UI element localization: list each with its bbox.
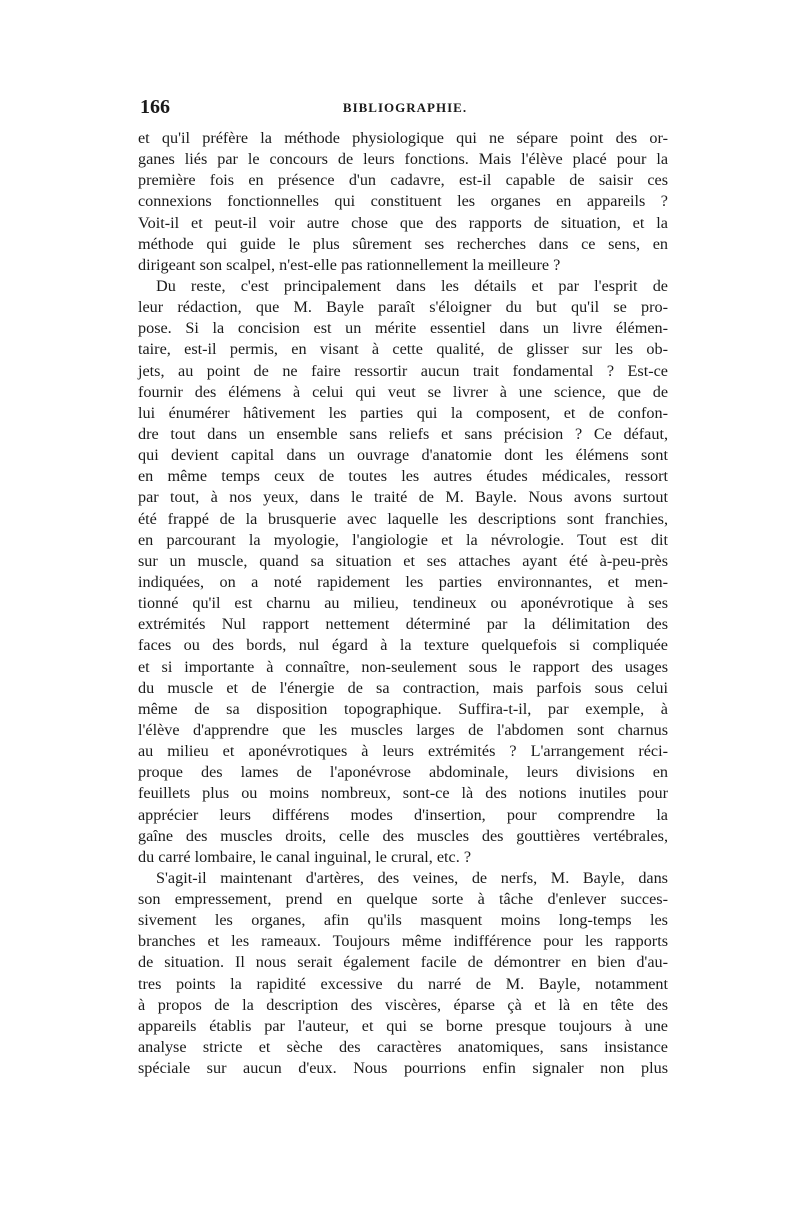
- text-line: tionné qu'il est charnu au milieu, tendineux ou aponévrotique à ses: [138, 594, 668, 613]
- text-line: ganes liés par le concours de leurs fonctions. Mais l'élève placé pour la: [138, 150, 668, 169]
- text-line: connexions fonctionnelles qui constituent les organes en appareils ?: [138, 192, 668, 211]
- text-line: première fois en présence d'un cadavre, est-il capable de saisir ces: [138, 171, 668, 190]
- text-line: analyse stricte et sèche des caractères anatomiques, sans insistance: [138, 1038, 668, 1057]
- text-line: qui devient capital dans un ouvrage d'anatomie dont les élémens sont: [138, 446, 668, 465]
- text-line: et qu'il préfère la méthode physiologique qui ne sépare point des or-: [138, 129, 668, 147]
- body-text: [138, 128, 668, 1079]
- text-line: S'agit-il maintenant d'artères, des veines, de nerfs, M. Bayle, dans: [156, 868, 668, 887]
- text-line: par tout, à nos yeux, dans le traité de M. Bayle. Nous avons surtout: [138, 488, 668, 507]
- text-line: spéciale sur aucun d'eux. Nous pourrions enfin signaler non plus: [138, 1059, 668, 1078]
- text-line: leur rédaction, que M. Bayle paraît s'éloigner du but qu'il se pro-: [138, 298, 668, 317]
- text-line: appareils établis par l'auteur, et qui se borne presque toujours à une: [138, 1016, 668, 1035]
- text-line: jets, au point de ne faire ressortir aucun trait fondamental ? Est-ce: [138, 361, 668, 380]
- text-line: au milieu et aponévrotiques à leurs extrémités ? L'arrangement réci-: [138, 742, 668, 761]
- text-line: dre tout dans un ensemble sans reliefs et sans précision ? Ce défaut,: [138, 424, 668, 443]
- text-line: apprécier leurs différens modes d'insertion, pour comprendre la: [138, 805, 668, 824]
- text-line: faces ou des bords, nul égard à la texture quelquefois si compliquée: [138, 636, 668, 655]
- text-line: taire, est-il permis, en visant à cette qualité, de glisser sur les ob-: [138, 340, 668, 359]
- text-line: Voit-il et peut-il voir autre chose que des rapports de situation, et la: [138, 213, 668, 232]
- text-line: sivement les organes, afin qu'ils masquent moins long-temps les: [138, 911, 668, 930]
- text-line: dirigeant son scalpel, n'est-elle pas rationnellement la meilleure ?: [138, 255, 561, 274]
- text-line: indiquées, on a noté rapidement les parties environnantes, et men-: [138, 572, 668, 591]
- text-line: tres points la rapidité excessive du narré de M. Bayle, notamment: [138, 974, 668, 993]
- text-line: extrémités Nul rapport nettement déterminé par la délimitation des: [138, 615, 668, 634]
- page-number: 166: [140, 96, 170, 118]
- text-line: son empressement, prend en quelque sorte à tâche d'enlever succes-: [138, 890, 668, 909]
- text-line: proque des lames de l'aponévrose abdominale, leurs divisions en: [138, 763, 668, 782]
- text-line: fournir des élémens à celui qui veut se livrer à une science, que de: [138, 382, 668, 401]
- text-line: méthode qui guide le plus sûrement ses recherches dans ce sens, en: [138, 234, 668, 253]
- text-line: du muscle et de l'énergie de sa contraction, mais parfois sous celui: [138, 678, 668, 697]
- text-line: pose. Si la concision est un mérite essentiel dans un livre élémen-: [138, 319, 668, 338]
- page-header: [140, 96, 670, 120]
- text-line: et si importante à connaître, non-seulement sous le rapport des usages: [138, 657, 668, 676]
- text-line: de situation. Il nous serait également facile de démontrer en bien d'au-: [138, 953, 668, 972]
- text-line: feuillets plus ou moins nombreux, sont-ce là des notions inutiles pour: [138, 784, 668, 803]
- text-line: branches et les rameaux. Toujours même indifférence pour les rapports: [138, 932, 668, 951]
- text-line: été frappé de la brusquerie avec laquelle les descriptions sont franchies,: [138, 509, 668, 528]
- text-line: Du reste, c'est principalement dans les détails et par l'esprit de: [156, 276, 668, 295]
- text-line: lui énumérer hâtivement les parties qui la composent, et de confon-: [138, 403, 668, 422]
- text-line: même de sa disposition topographique. Suffira-t-il, par exemple, à: [138, 699, 668, 718]
- text-line: l'élève d'apprendre que les muscles larges de l'abdomen sont charnus: [138, 720, 668, 739]
- running-head: BIBLIOGRAPHIE.: [342, 100, 468, 115]
- text-line: sur un muscle, quand sa situation et ses attaches ayant été à-peu-près: [138, 551, 668, 570]
- text-line: gaîne des muscles droits, celle des muscles des gouttières vertébrales,: [138, 826, 668, 845]
- text-line: du carré lombaire, le canal inguinal, le crural, etc. ?: [138, 847, 472, 866]
- text-line: en parcourant la myologie, l'angiologie et la névrologie. Tout est dit: [138, 530, 668, 549]
- text-line: en même temps ceux de toutes les autres études médicales, ressort: [138, 467, 668, 486]
- text-line: à propos de la description des viscères, éparse çà et là en tête des: [138, 995, 668, 1014]
